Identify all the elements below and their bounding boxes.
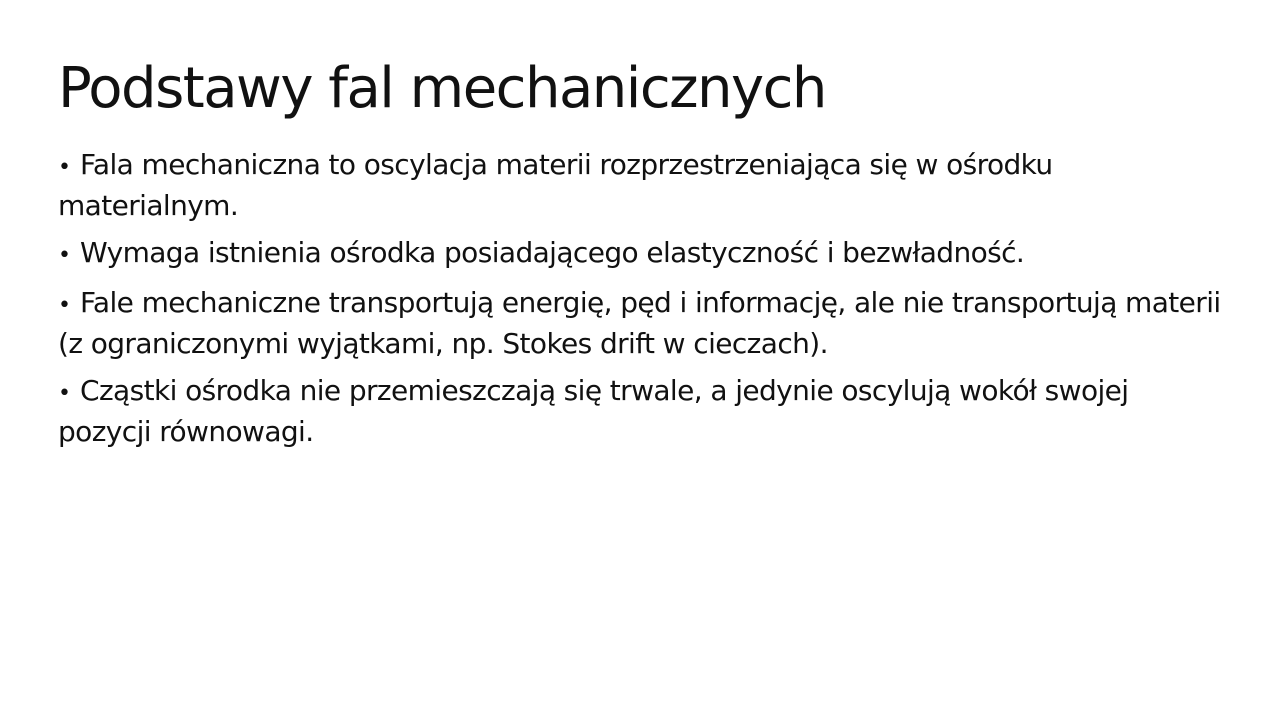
bullet-dot-icon: • [58,293,71,318]
bullet-list [58,146,1222,451]
bullet-item [58,146,1222,225]
bullet-dot-icon: • [58,243,71,268]
bullet-text: Wymaga istnienia ośrodka posiadającego elastyczność i bezwładność. [80,236,1025,269]
bullet-text: Cząstki ośrodka nie przemieszczają się trwale, a jedynie oscylują wokół swojej pozycji równowagi. [58,374,1129,448]
bullet-item [58,234,1222,275]
bullet-text: Fale mechaniczne transportują energię, pęd i informację, ale nie transportują materii (z ograniczonymi wyjątkami, np. Stokes drift w cieczach). [58,286,1221,360]
bullet-dot-icon: • [58,381,71,406]
bullet-item [58,284,1222,363]
slide-title: Podstawy fal mechanicznych [58,56,826,121]
bullet-text: Fala mechaniczna to oscylacja materii rozprzestrzeniająca się w ośrodku materialnym. [58,148,1053,222]
bullet-item [58,372,1222,451]
bullet-dot-icon: • [58,155,71,180]
